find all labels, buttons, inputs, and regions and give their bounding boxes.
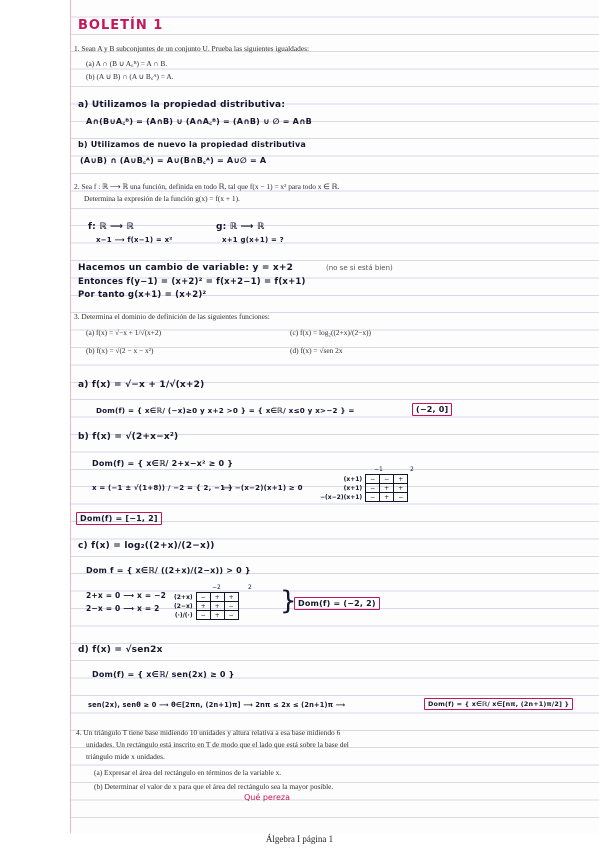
row-label: −(x−2)(x+1) — [320, 493, 363, 501]
solution-3b-roots: x = (−1 ± √(1+8)) / −2 = { 2, −1 } — [92, 484, 234, 492]
row-label: (2+x) — [174, 593, 193, 601]
page-footer: Álgebra I página 1 — [265, 834, 334, 844]
row-label: (·)/(·) — [174, 611, 193, 619]
solution-3d-function: d) f(x) = √sen2x — [78, 645, 163, 655]
row-label: (x+1) — [343, 475, 363, 483]
sign-cell: − — [224, 602, 238, 611]
sign-cell: − — [366, 475, 380, 484]
sign-cell: − — [366, 493, 380, 502]
solution-3d-chain: sen(2x), senθ ≥ 0 ⟶ θ∈[2πn, (2n+1)π] ⟶ 2nπ ≤ 2x ≤ (2n+1)π ⟶ — [88, 701, 346, 709]
sign-cell: − — [394, 493, 408, 502]
solution-3c-root-2: 2−x = 0 ⟶ x = 2 — [86, 604, 160, 613]
sign-cell: + — [210, 611, 224, 620]
problem-3c: (c) f(x) = log₂((2+x)/(2−x)) — [290, 328, 371, 337]
problem-4-statement-3: triángulo mide x unidades. — [86, 752, 165, 761]
row-label: (2−x) — [174, 602, 193, 610]
sign-cell: + — [380, 484, 394, 493]
solution-3c-domain: Dom f = { x∈ℝ/ ((2+x)/(2−x)) > 0 } — [86, 566, 251, 575]
solution-3b-domain: Dom(f) = { x∈ℝ/ 2+x−x² ≥ 0 } — [92, 459, 234, 468]
solution-3a-domain: Dom(f) = { x∈ℝ/ (−x)≥0 y x+2 >0 } = { x∈ℝ/ x≤0 y x>−2 } = — [96, 406, 355, 415]
page-title: BOLETÍN 1 — [78, 18, 164, 33]
problem-3b: (b) f(x) = √(2 − x − x²) — [86, 346, 154, 355]
table-row — [316, 475, 408, 484]
table-row — [316, 493, 408, 502]
sign-cell: + — [394, 475, 408, 484]
solution-3a-result: (−2, 0] — [412, 403, 452, 416]
brace-symbol: } — [280, 586, 297, 616]
table-row — [170, 602, 238, 611]
problem-3a: (a) f(x) = √−x + 1/√(x+2) — [86, 328, 162, 337]
problem-2-statement: 2. Sea f : ℝ ⟶ ℝ una función, definida en todo ℝ, tal que f(x − 1) = x² para todo x ∈ ℝ. — [74, 182, 340, 191]
solution-1a: A∩(B∪A꜀ᴮ) = (A∩B) ∪ (A∩A꜀ᴮ) = (A∩B) ∪ ∅ = A∩B — [86, 117, 312, 126]
row-label: (x+1) — [343, 484, 363, 492]
sign-cell: + — [394, 484, 408, 493]
table-row — [170, 611, 238, 620]
problem-3d: (d) f(x) = √sen 2x — [290, 346, 343, 355]
problem-1b: (b) (A ∪ B) ∩ (A ∪ B꜀ᴬ) = A. — [86, 72, 174, 81]
sign-cell: + — [380, 493, 394, 502]
solution-3a-function: a) f(x) = √−x + 1/√(x+2) — [78, 380, 205, 390]
solution-1b: (A∪B) ∩ (A∪B꜀ᴬ) = A∪(B∩B꜀ᴬ) = A∪∅ = A — [80, 156, 267, 165]
therefore-line: Por tanto g(x+1) = (x+2)² — [78, 290, 207, 300]
problem-1a: (a) A ∩ (B ∪ A꜀ᴮ) = A ∩ B. — [86, 59, 168, 68]
sign-table-tick: 2 — [410, 466, 414, 473]
change-of-variable: Hacemos un cambio de variable: y = x+2 — [78, 263, 294, 273]
problem-4-statement: 4. Un triángulo T tiene base midiendo 10 unidades y altura relativa a esa base midiendo 6 — [76, 728, 341, 737]
solution-3c-result: Dom(f) = (−2, 2) — [294, 597, 380, 610]
solution-3d-result: Dom(f) = { x∈ℝ/ x∈[nπ, (2n+1)π/2] } — [424, 698, 573, 710]
then-line: Entonces f(y−1) = (x+2)² = f(x+2−1) = f(x+1) — [78, 277, 306, 287]
solution-3b-sign-table — [316, 466, 414, 502]
solution-3b-function: b) f(x) = √(2+x−x²) — [78, 432, 179, 442]
margin-comment: Qué pereza — [244, 793, 290, 802]
solution-3b-factorization: ⟶ −(x−2)(x+1) ≥ 0 — [222, 484, 303, 492]
sign-cell: + — [224, 593, 238, 602]
solution-3c-function: c) f(x) = log₂((2+x)/(2−x)) — [78, 541, 215, 551]
problem-4-statement-2: unidades. Un rectángulo está inscrito en T de modo que el lado que está sobre la base del — [86, 740, 349, 749]
doubt-note: (no se si está bien) — [326, 264, 393, 272]
sign-table — [316, 474, 408, 502]
map-g: g: ℝ ⟶ ℝ — [216, 222, 265, 232]
sign-table-tick: −1 — [374, 466, 383, 473]
sign-cell: − — [196, 611, 210, 620]
solution-1a-title: a) Utilizamos la propiedad distributiva: — [78, 100, 286, 110]
sign-table-tick: −2 — [212, 584, 221, 591]
sign-cell: − — [366, 484, 380, 493]
problem-1-statement: 1. Sean A y B subconjuntes de un conjunto U. Prueba las siguientes igualdades: — [74, 44, 310, 53]
solution-3b-result: Dom(f) = [−1, 2] — [76, 512, 162, 525]
margin-line — [70, 0, 71, 833]
sign-table — [170, 592, 239, 620]
table-row — [170, 593, 238, 602]
solution-3c-root-1: 2+x = 0 ⟶ x = −2 — [86, 591, 167, 600]
map-f: f: ℝ ⟶ ℝ — [88, 222, 134, 232]
solution-1b-title: b) Utilizamos de nuevo la propiedad distributiva — [78, 140, 306, 149]
sign-cell: − — [224, 611, 238, 620]
problem-4b: (b) Determinar el valor de x para que el área del rectángulo sea la mayor posible. — [94, 782, 334, 791]
sign-cell: + — [196, 602, 210, 611]
table-row — [316, 484, 408, 493]
sign-cell: + — [210, 602, 224, 611]
sign-table-tick: 2 — [248, 584, 252, 591]
problem-3-statement: 3. Determina el dominio de definición de las siguientes funciones: — [74, 312, 270, 321]
map-g-rule: x+1 g(x+1) = ? — [222, 236, 284, 244]
sign-cell: − — [196, 593, 210, 602]
solution-3d-domain: Dom(f) = { x∈ℝ/ sen(2x) ≥ 0 } — [92, 670, 235, 679]
map-f-rule: x−1 ⟶ f(x−1) = x² — [96, 236, 173, 244]
problem-4a: (a) Expresar el área del rectángulo en términos de la variable x. — [94, 768, 282, 777]
sign-cell: + — [210, 593, 224, 602]
sign-cell: − — [380, 475, 394, 484]
problem-2-statement-2: Determina la expresión de la función g(x) = f(x + 1). — [84, 194, 240, 203]
solution-3c-sign-table — [170, 584, 252, 620]
